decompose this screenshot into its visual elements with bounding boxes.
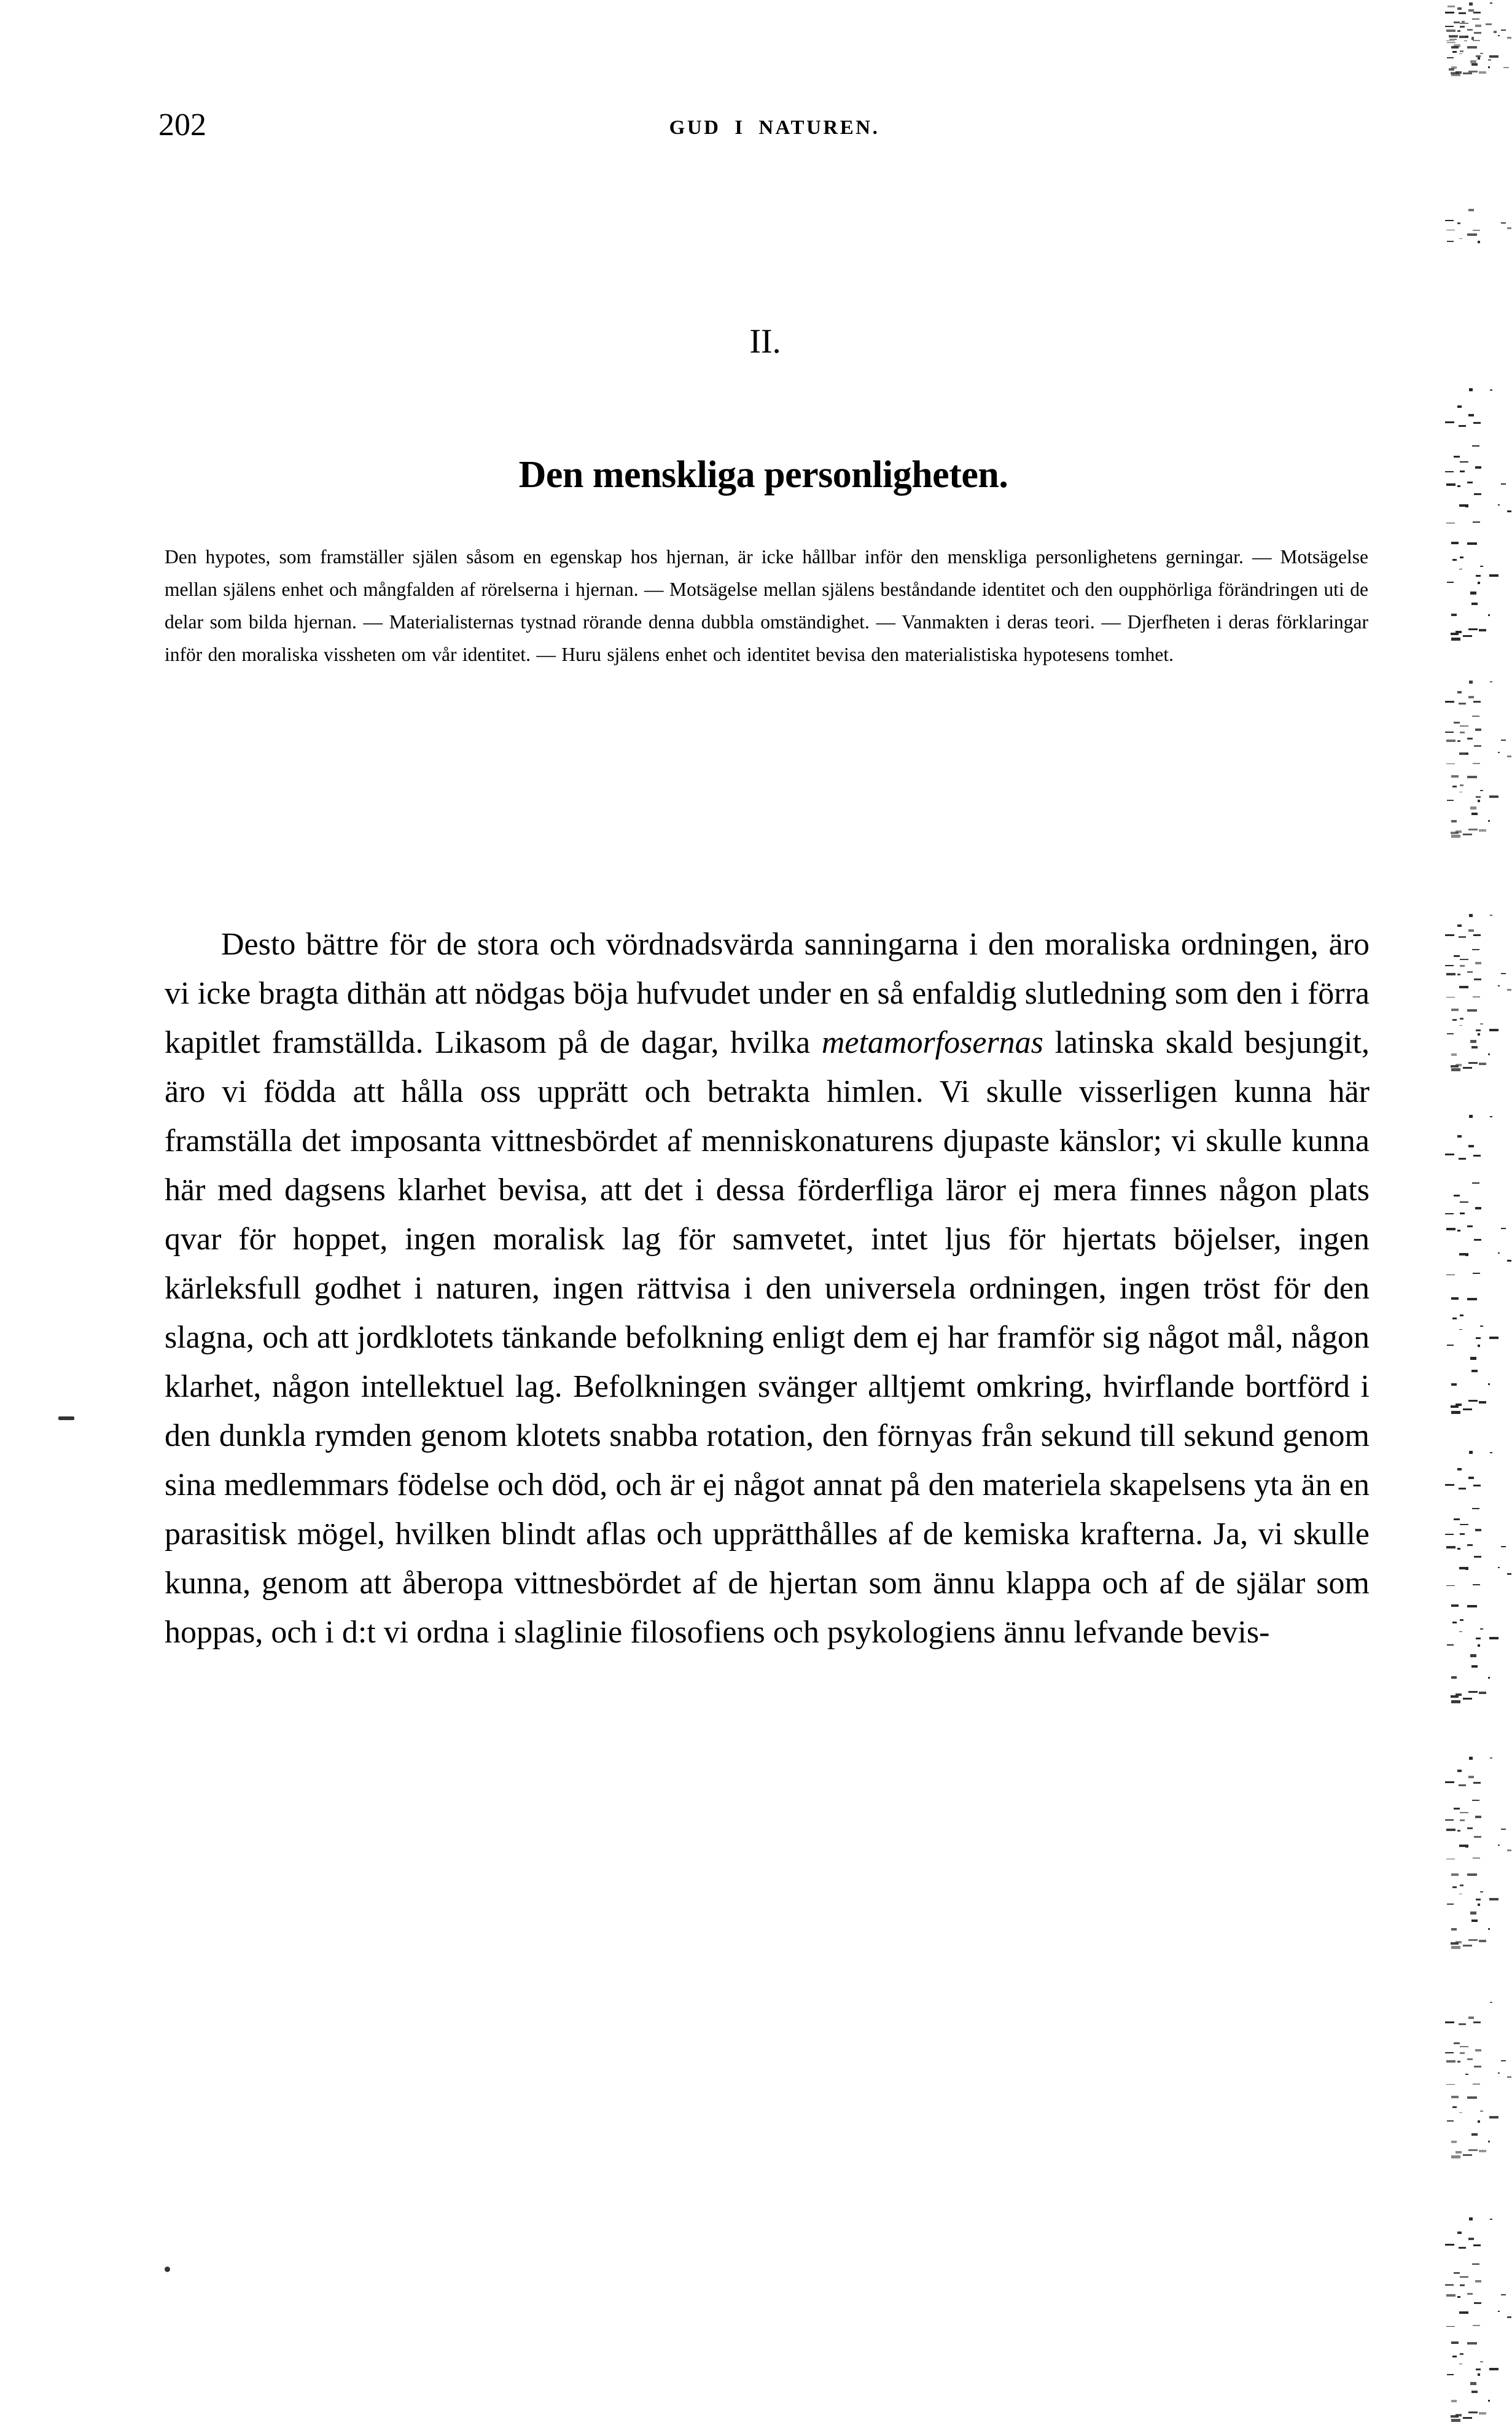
running-head	[0, 109, 1512, 158]
body-text-italic-term: metamorfosernas	[821, 1025, 1043, 1060]
body-text	[165, 920, 1370, 1657]
chapter-summary: Den hypotes, som framställer själen såsom en egenskap hos hjernan, är icke hållbar inför den menskliga personlighetens gerningar. — Motsägelse mellan själens enhet och mångfalden af rörelserna i hjernan. — Motsägelse mellan själens beståndande identitet och den oupphörliga förändringen uti de delar som bilda hjernan. — Materialisternas tystnad rörande denna dubbla omständighet. — Vanmakten i deras teori. — Djerfheten i deras förklaringar inför den moraliska vissheten om vår identitet. — Huru själens enhet och identitet bevisa den materialistiska hypotesens tomhet.	[165, 546, 1368, 665]
chapter-number: II.	[749, 322, 781, 361]
scan-edge-noise	[1414, 0, 1512, 2425]
margin-speck-left	[58, 1416, 74, 1420]
margin-speck-bottom	[165, 2267, 170, 2272]
body-paragraph	[165, 920, 1370, 1657]
body-text-segment-1: Desto bättre för de stora och vördnadsvärda sanningarna i den moraliska ordningen, äro vi icke bragta dithän att nödgas böja hufvudet under en så enfaldig slutledning som den i förra kapitlet framställda. Likasom på de dagar, hvilka	[165, 927, 1370, 1060]
page-number: 202	[158, 107, 206, 143]
chapter-title: Den menskliga personligheten.	[518, 453, 1008, 496]
running-head-title: GUD I NATUREN.	[669, 117, 880, 139]
body-text-segment-2: latinska skald besjungit, äro vi födda att hålla oss upprätt och betrakta himlen. Vi skulle visserligen kunna här framställa det imposanta vittnesbördet af menniskonaturens djupaste känslor; vi skulle kunna här med dagsens klarhet bevisa, att det i dessa förderfliga läror ej mera finnes någon plats qvar för hoppet, ingen moralisk lag för samvetet, intet ljus för hjertats böjelser, ingen kärleksfull godhet i naturen, ingen rättvisa i den universela ordningen, ingen tröst för den slagna, och att jordklotets tänkande befolkning enligt dem ej har framför sig något mål, någon klarhet, någon intellektuel lag. Befolkningen svänger alltjemt omkring, hvirflande bortförd i den dunkla rymden genom klotets snabba rotation, den förnyas från sekund till sekund genom sina medlemmars födelse och död, och är ej något annat på den materiela skapelsens yta än en parasitisk mögel, hvilken blindt aflas och upprätthålles af de kemiska krafterna. Ja, vi skulle kunna, genom att åberopa vittnesbördet af de hjertan som ännu klappa och af de själar som hoppas, och i d:t vi ordna i slaglinie filosofiens och psykologiens ännu lefvande bevis-	[165, 1025, 1370, 1650]
